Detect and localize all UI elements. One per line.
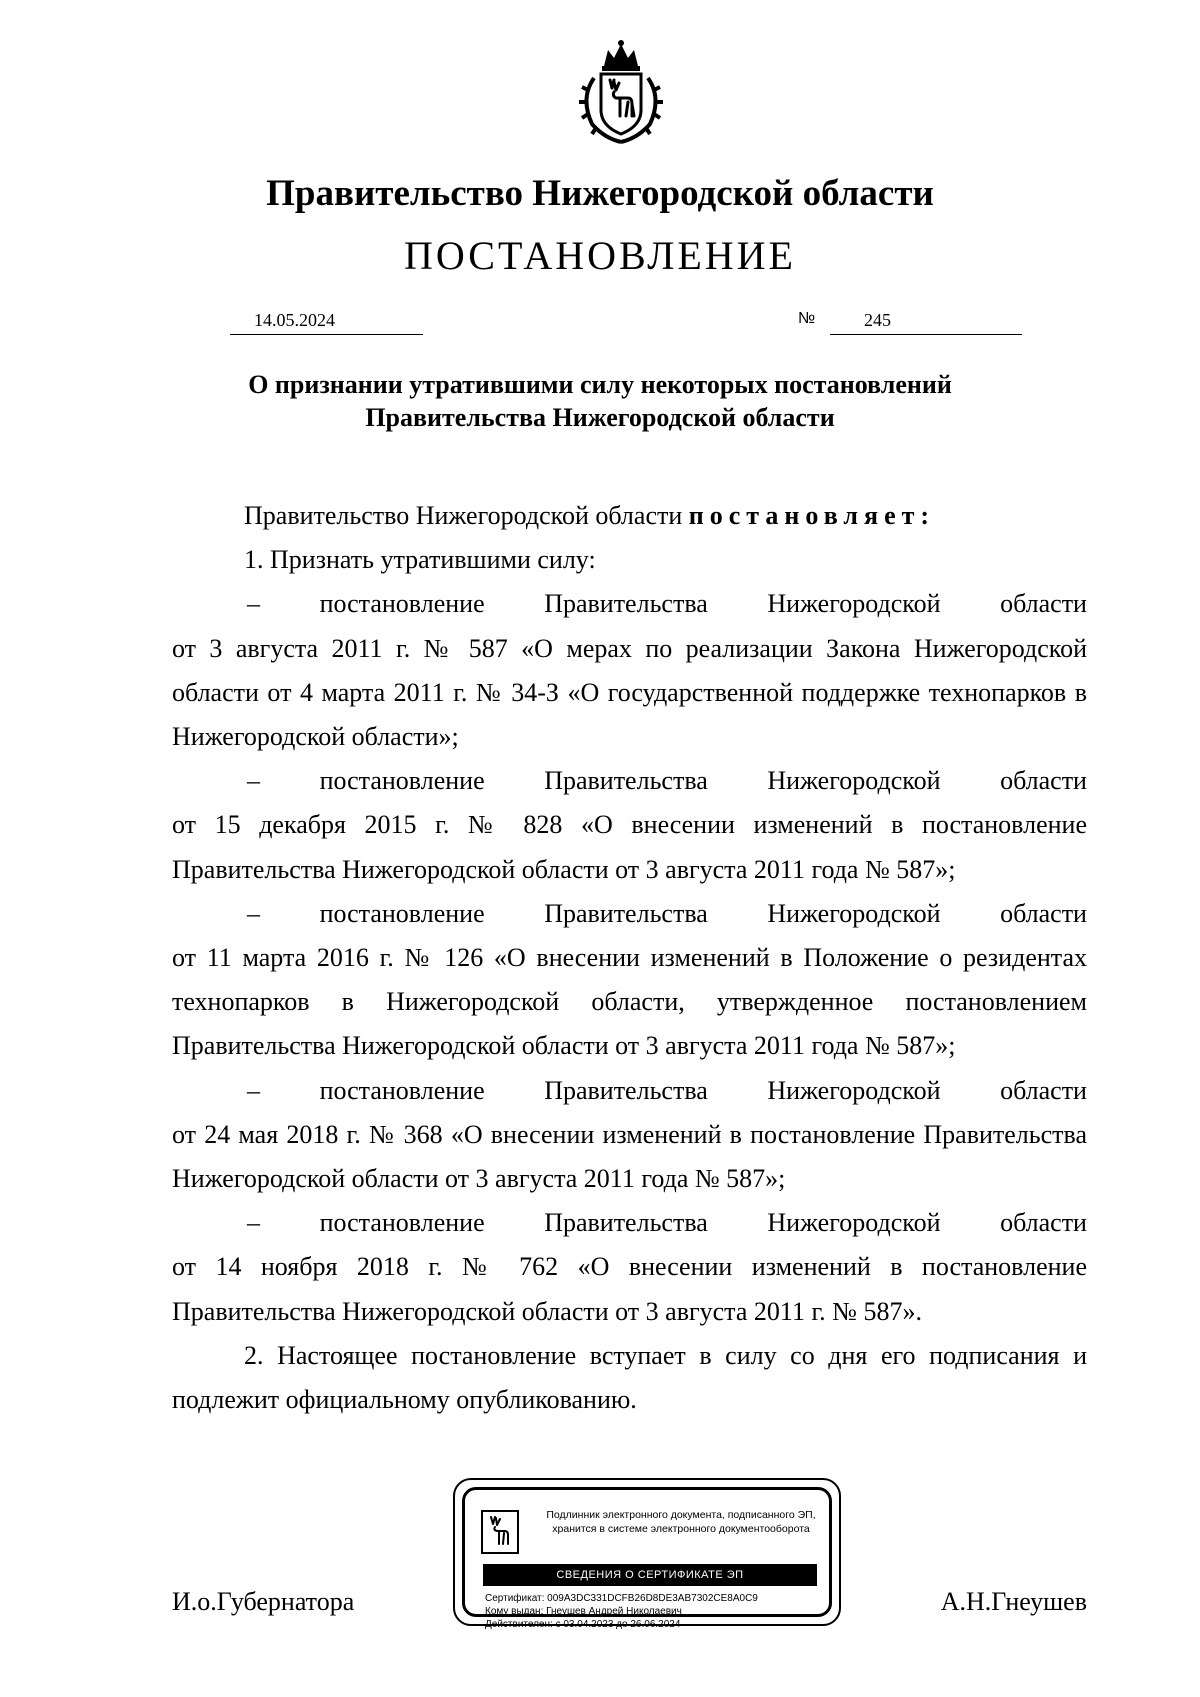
certificate-validity: Действителен: с 03.04.2023 до 26.06.2024 (485, 1619, 681, 1630)
head-word: Правительства (544, 898, 708, 928)
document-number: 245 (864, 310, 891, 330)
signer-name: А.Н.Гнеушев (940, 1587, 1087, 1616)
dash: – (247, 589, 260, 619)
intro-paragraph (172, 494, 1087, 538)
document-number-field (830, 308, 1022, 335)
deer-emblem-icon (481, 1510, 519, 1554)
document-date: 14.05.2024 (254, 310, 335, 330)
dash: – (247, 766, 260, 796)
dash: – (247, 1208, 260, 1238)
document-type: ПОСТАНОВЛЕНИЕ (404, 233, 796, 278)
head-word: постановление (319, 898, 485, 928)
head-word: области (1000, 589, 1087, 619)
stamp-note-line: Подлинник электронного документа, подписанного ЭП, (546, 1509, 816, 1521)
head-word: Правительства (544, 589, 708, 619)
head-word: Нижегородской (767, 589, 941, 619)
head-word: Правительства (544, 766, 708, 796)
decree-text: от 11 марта 2016 г. № 126 «О внесении изменений в Положение о резидентах технопарков в Нижегородской области, утвержденное постановлением Правительства Нижегородской области от 3 августа 2011 года № 587»; (172, 943, 1087, 1061)
stamp-certificate-header: СВЕДЕНИЯ О СЕРТИФИКАТЕ ЭП (483, 1564, 817, 1586)
head-word: постановление (319, 589, 485, 619)
decree-text: от 14 ноября 2018 г. № 762 «О внесении изменений в постановление Правительства Нижегородской области от 3 августа 2011 г. № 587». (172, 1252, 1087, 1326)
head-word: Нижегородской (767, 1075, 941, 1105)
head-word: Правительства (544, 1075, 708, 1105)
decree-text: от 24 мая 2018 г. № 368 «О внесении изменений в постановление Правительства Нижегородской области от 3 августа 2011 года № 587»; (172, 1119, 1087, 1194)
number-sign: № (798, 310, 816, 327)
signer-position: И.о.Губернатора (172, 1587, 355, 1616)
certificate-id: Сертификат: 009A3DC331DCFB26D8DE3AB7302CE8A0C9 (485, 1593, 758, 1604)
coat-of-arms-icon (566, 38, 676, 148)
decree-text: от 15 декабря 2015 г. № 828 «О внесении изменений в постановление Правительства Нижегородской области от 3 августа 2011 года № 587»; (172, 810, 1087, 884)
electronic-signature-stamp (453, 1478, 841, 1630)
title-line: Правительства Нижегородской области (365, 403, 835, 432)
decree-list-item (172, 1069, 1087, 1202)
head-word: области (1000, 898, 1087, 928)
title-line: О признании утратившими силу некоторых постановлений (248, 370, 952, 399)
decree-list-item (172, 892, 1087, 1069)
decree-list-item (172, 1201, 1087, 1334)
decree-list-item (172, 582, 1087, 759)
head-word: Правительства (544, 1208, 708, 1238)
decree-text: от 3 августа 2011 г. № 587 «О мерах по реализации Закона Нижегородской области от 4 марта 2011 г. № 34-З «О государственной поддержке технопарков в Нижегородской области»; (172, 633, 1087, 752)
head-word: области (1000, 1075, 1087, 1105)
dash: – (247, 1075, 260, 1105)
head-word: Нижегородской (767, 898, 941, 928)
head-word: Нижегородской (767, 1208, 941, 1238)
head-word: Нижегородской (767, 766, 941, 796)
head-word: области (1000, 1208, 1087, 1238)
intro-prefix: Правительство Нижегородской области (244, 501, 683, 530)
head-word: постановление (319, 1208, 485, 1238)
head-word: постановление (319, 766, 485, 796)
head-word: области (1000, 766, 1087, 796)
item-2: 2. Настоящее постановление вступает в силу со дня его подписания и подлежит официальному опубликованию. (172, 1340, 1087, 1415)
stamp-certificate-details (485, 1592, 758, 1631)
document-date-field (230, 308, 423, 335)
item-1: 1. Признать утратившими силу: (244, 545, 596, 575)
dash: – (247, 898, 260, 928)
decree-list-item (172, 759, 1087, 892)
intro-verb: постановляет: (688, 501, 936, 530)
head-word: постановление (319, 1075, 485, 1105)
document-title (0, 368, 1200, 434)
document-body (172, 494, 1087, 1422)
stamp-note (523, 1508, 839, 1536)
government-name: Правительство Нижегородской области (266, 173, 934, 214)
certificate-owner: Кому выдан: Гнеушев Андрей Николаевич (485, 1606, 682, 1617)
stamp-note-line: хранится в системе электронного документооборота (552, 1523, 810, 1535)
